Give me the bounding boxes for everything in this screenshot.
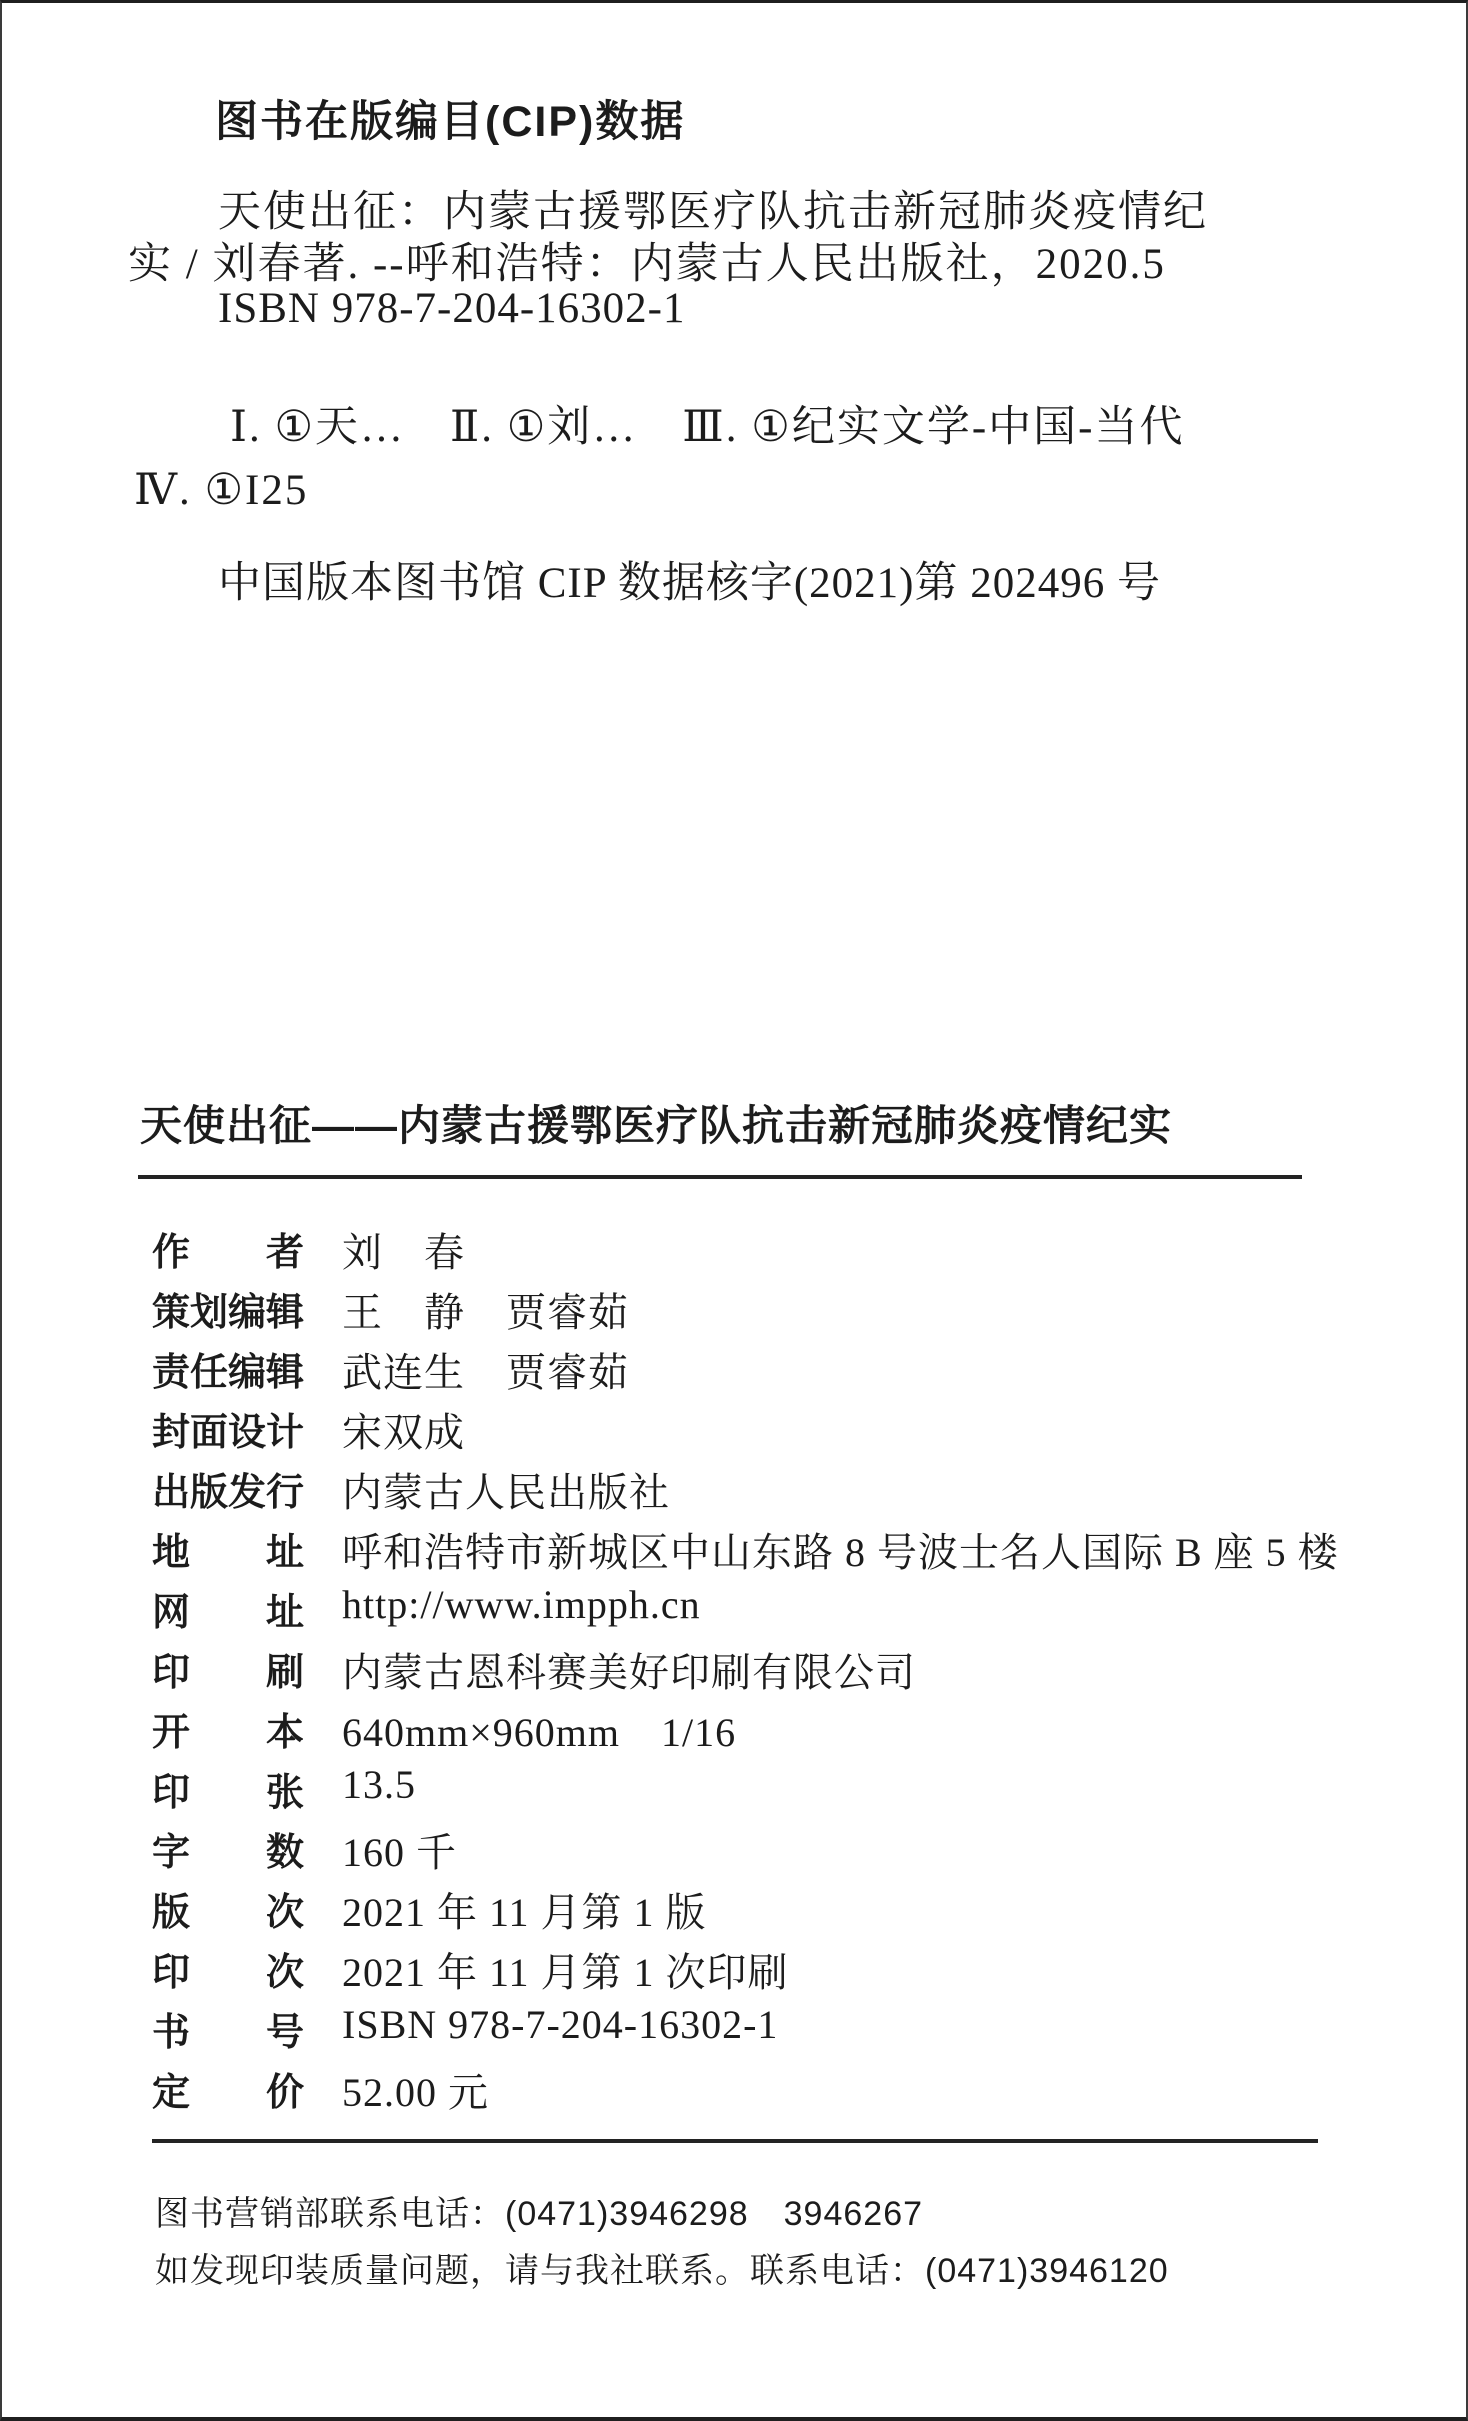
info-row-author (152, 1221, 465, 1273)
info-label: 版 次 (152, 1892, 305, 1934)
info-label: 出版发行 (152, 1472, 305, 1514)
info-value: 640mm×960mm 1/16 (342, 1710, 737, 1755)
info-label: 字 数 (152, 1832, 305, 1874)
info-row-printed-sheets (152, 1761, 416, 1813)
info-label: 印 刷 (152, 1652, 305, 1694)
cip-record-number-line: 中国版本图书馆 CIP 数据核字(2021)第 202496 号 (218, 560, 1161, 607)
info-row-book-number (152, 2001, 778, 2053)
info-value: 2021 年 11 月第 1 次印刷 (342, 1950, 789, 1995)
cip-description-line1: 天使出征：内蒙古援鄂医疗队抗击新冠肺炎疫情纪 (218, 189, 1208, 236)
book-title: 天使出征——内蒙古援鄂医疗队抗击新冠肺炎疫情纪实 (140, 1102, 1173, 1149)
info-value: 内蒙古恩科赛美好印刷有限公司 (342, 1650, 916, 1695)
info-value: 13.5 (342, 1762, 416, 1807)
info-label: 网 址 (152, 1592, 305, 1634)
info-row-impression (152, 1941, 789, 1993)
info-row-printer (152, 1641, 916, 1693)
info-row-planning-editor (152, 1281, 629, 1333)
cip-classification-line1: Ⅰ. ①天… Ⅱ. ①刘… Ⅲ. ①纪实文学-中国-当代 (230, 404, 1185, 451)
footer-quality-contact-line: 如发现印装质量问题，请与我社联系。联系电话：(0471)3946120 (155, 2252, 1169, 2290)
info-row-responsible-editor (152, 1341, 629, 1393)
footer-divider-rule (152, 2139, 1318, 2143)
footer-sales-phone-line: 图书营销部联系电话：(0471)3946298 3946267 (155, 2195, 924, 2233)
info-value: 160 千 (342, 1830, 457, 1875)
info-value: 2021 年 11 月第 1 版 (342, 1890, 707, 1935)
info-label: 开 本 (152, 1712, 305, 1754)
info-label: 定 价 (152, 2072, 305, 2114)
info-row-edition (152, 1881, 707, 1933)
info-label: 作 者 (152, 1232, 305, 1274)
cip-classification-line2: Ⅳ. ①I25 (134, 467, 309, 514)
info-row-website (152, 1581, 701, 1633)
info-row-format (152, 1701, 736, 1753)
info-value: 呼和浩特市新城区中山东路 8 号波士名人国际 B 座 5 楼 (342, 1530, 1339, 1575)
info-label: 地 址 (152, 1532, 305, 1574)
info-value: 内蒙古人民出版社 (342, 1470, 670, 1515)
info-row-cover-design (152, 1401, 465, 1453)
info-value: 刘 春 (342, 1230, 465, 1275)
info-label: 责任编辑 (152, 1352, 305, 1394)
info-value: http://www.impph.cn (342, 1582, 701, 1627)
info-value: 武连生 贾睿茹 (342, 1350, 629, 1395)
info-row-address (152, 1521, 1339, 1573)
info-label: 策划编辑 (152, 1292, 305, 1334)
info-label: 印 次 (152, 1952, 305, 1994)
info-row-publisher (152, 1461, 670, 1513)
info-row-price (152, 2061, 489, 2113)
info-value: 宋双成 (342, 1410, 465, 1455)
info-row-word-count (152, 1821, 457, 1873)
info-value: 王 静 贾睿茹 (342, 1290, 629, 1335)
info-value: ISBN 978-7-204-16302-1 (342, 2002, 779, 2047)
info-value: 52.00 元 (342, 2070, 489, 2115)
info-label: 印 张 (152, 1772, 305, 1814)
cip-header: 图书在版编目(CIP)数据 (215, 98, 686, 146)
title-divider-rule (138, 1175, 1302, 1179)
info-label: 书 号 (152, 2012, 305, 2054)
cip-isbn-line: ISBN 978-7-204-16302-1 (218, 285, 686, 332)
info-label: 封面设计 (152, 1412, 305, 1454)
cip-description-line2: 实 / 刘春著. --呼和浩特：内蒙古人民出版社，2020.5 (128, 241, 1166, 288)
